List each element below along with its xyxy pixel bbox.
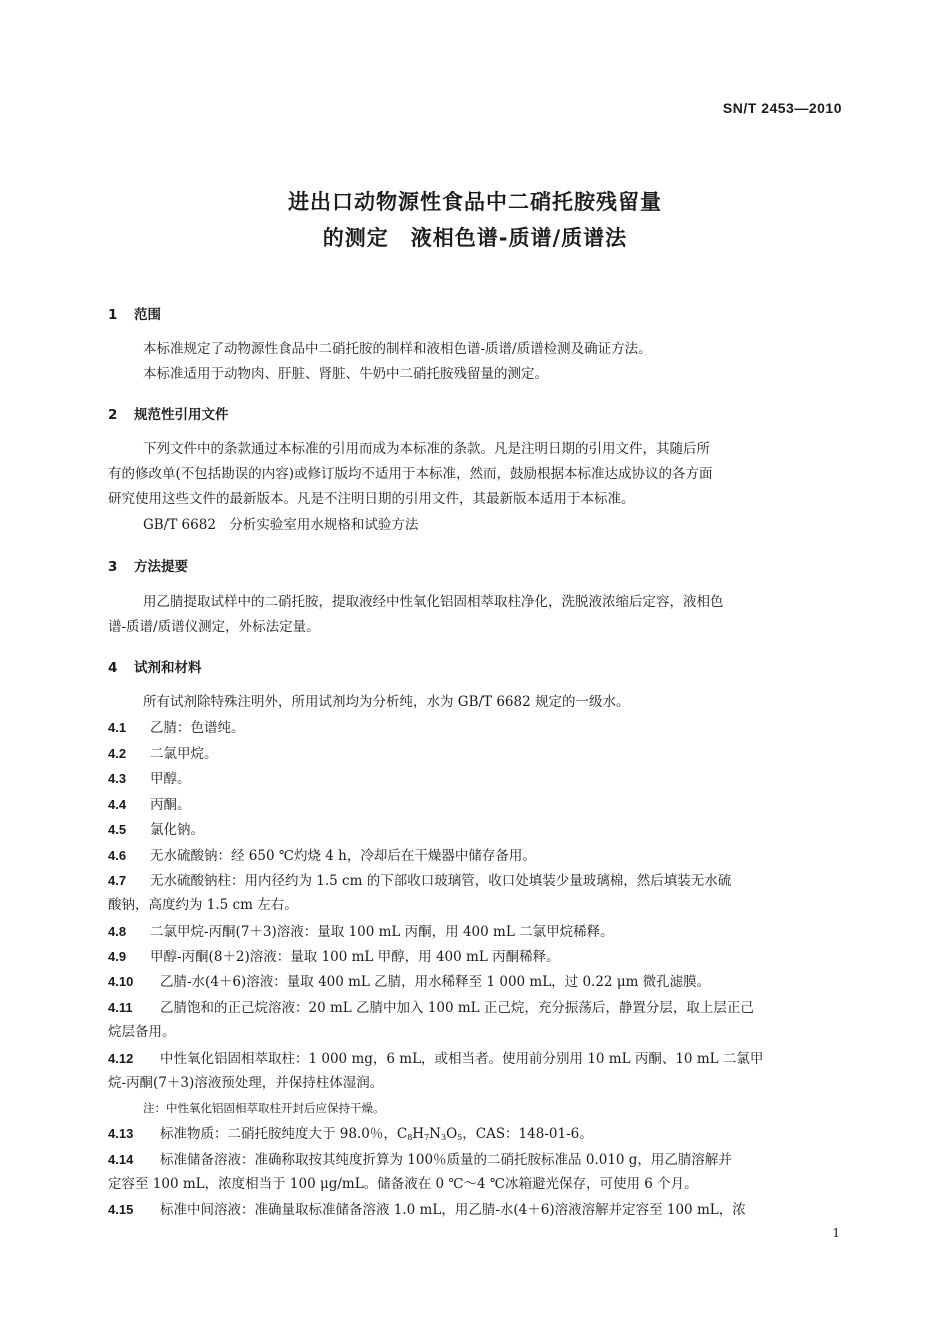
paragraph-line: 谱-质谱/质谱仪测定，外标法定量。 <box>108 619 320 635</box>
list-item-continuation: 定容至 100 mL，浓度相当于 100 μg/mL。储备液在 0 ℃～4 ℃冰箱避光保存，可使用 6 个月。 <box>108 1176 698 1192</box>
list-item <box>108 818 842 842</box>
list-item <box>108 1148 842 1172</box>
paragraph-line: 有的修改单(不包括勘误的内容)或修订版均不适用于本标准，然而，鼓励根据本标准达成协议的各方面 <box>108 466 713 482</box>
item-text: 甲醇。 <box>150 771 191 787</box>
section-title: 方法提要 <box>134 559 188 575</box>
item-number: 4.7 <box>108 873 127 888</box>
paragraph-line: 用乙腈提取试样中的二硝托胺，提取液经中性氧化铝固相萃取柱净化，洗脱液浓缩后定容，液相色 <box>143 594 724 610</box>
section-title: 试剂和材料 <box>134 660 202 676</box>
item-number: 4.12 <box>108 1051 134 1066</box>
item-text: 标准中间溶液：准确量取标准储备溶液 1.0 mL，用乙腈-水(4＋6)溶液溶解并定容至 100 mL，浓 <box>160 1202 746 1218</box>
list-item <box>108 920 842 944</box>
list-item-continuation: 烷层备用。 <box>108 1024 176 1040</box>
item-number: 4.11 <box>108 1000 133 1015</box>
item-text: 甲醇-丙酮(8＋2)溶液：量取 100 mL 甲醇，用 400 mL 丙酮稀释。 <box>150 949 560 965</box>
item-number: 4.14 <box>108 1152 134 1167</box>
list-item <box>108 793 842 817</box>
list-item <box>108 844 842 868</box>
item-text: 氯化钠。 <box>150 822 204 838</box>
section-number: 1 <box>108 307 118 323</box>
item-text: 乙腈饱和的正己烷溶液：20 mL 乙腈中加入 100 mL 正己烷，充分振荡后，静置分层，取上层正己 <box>160 1000 754 1016</box>
item-text: 二氯甲烷。 <box>150 746 218 762</box>
item-number: 4.3 <box>108 771 127 786</box>
item-text: 标准物质：二硝托胺纯度大于 98.0％，$C_8H_7N_3O_5$，CAS：148-01-6。 <box>160 1126 593 1142</box>
section-number: 4 <box>108 660 118 676</box>
section-number: 3 <box>108 559 118 575</box>
item-text: 乙腈：色谱纯。 <box>150 720 245 736</box>
paragraph: 本标准规定了动物源性食品中二硝托胺的制样和液相色谱-质谱/质谱检测及确证方法。 <box>143 341 652 357</box>
document-title-line1: 进出口动物源性食品中二硝托胺残留量 <box>288 190 662 214</box>
section-4-heading <box>108 656 202 676</box>
page-number: 1 <box>832 1226 840 1240</box>
item-text: 二氯甲烷-丙酮(7＋3)溶液：量取 100 mL 丙酮，用 400 mL 二氯甲烷稀释。 <box>150 924 614 940</box>
section-title: 规范性引用文件 <box>134 407 229 423</box>
paragraph-line: 研究使用这些文件的最新版本。凡是不注明日期的引用文件，其最新版本适用于本标准。 <box>108 491 635 507</box>
list-item <box>108 742 842 766</box>
list-item <box>108 1047 842 1071</box>
item-text: 乙腈-水(4＋6)溶液：量取 400 mL 乙腈，用水稀释至 1 000 mL，过 0.22 μm 微孔滤膜。 <box>160 974 711 990</box>
item-text: 标准储备溶液：准确称取按其纯度折算为 100％质量的二硝托胺标准品 0.010 g，用乙腈溶解并 <box>160 1152 732 1168</box>
list-item <box>108 945 842 969</box>
item-number: 4.8 <box>108 924 127 939</box>
section-title: 范围 <box>134 307 161 323</box>
section-3-heading <box>108 555 188 575</box>
list-item <box>108 767 842 791</box>
normative-reference: GB/T 6682 分析实验室用水规格和试验方法 <box>143 517 419 533</box>
paragraph: 本标准适用于动物肉、肝脏、肾脏、牛奶中二硝托胺残留量的测定。 <box>143 366 548 382</box>
item-text: 丙酮。 <box>150 797 191 813</box>
section-number: 2 <box>108 407 118 423</box>
paragraph-line: 下列文件中的条款通过本标准的引用而成为本标准的条款。凡是注明日期的引用文件，其随后所 <box>143 441 710 457</box>
list-item <box>108 1198 842 1222</box>
item-number: 4.5 <box>108 822 127 837</box>
paragraph: 所有试剂除特殊注明外，所用试剂均为分析纯，水为 GB/T 6682 规定的一级水。 <box>143 694 630 710</box>
item-number: 4.6 <box>108 848 127 863</box>
list-item <box>108 970 842 994</box>
document-title-line2: 的测定 液相色谱-质谱/质谱法 <box>322 226 628 250</box>
section-2-heading <box>108 403 229 423</box>
list-item <box>108 716 842 740</box>
item-text: 中性氧化铝固相萃取柱：1 000 mg，6 mL，或相当者。使用前分别用 10 mL 丙酮、10 mL 二氯甲 <box>160 1051 764 1067</box>
list-item-continuation: 烷-丙酮(7＋3)溶液预处理，并保持柱体湿润。 <box>108 1075 384 1091</box>
item-number: 4.2 <box>108 746 127 761</box>
item-number: 4.15 <box>108 1202 134 1217</box>
item-number: 4.9 <box>108 949 127 964</box>
item-number: 4.10 <box>108 974 134 989</box>
list-item <box>108 996 842 1020</box>
note: 注：中性氧化铝固相萃取柱开封后应保持干燥。 <box>143 1101 385 1115</box>
list-item <box>108 869 842 893</box>
item-number: 4.4 <box>108 797 127 812</box>
section-1-heading <box>108 303 161 323</box>
item-text: 无水硫酸钠：经 650 ℃灼烧 4 h，冷却后在干燥器中储存备用。 <box>150 848 536 864</box>
list-item-continuation: 酸钠，高度约为 1.5 cm 左右。 <box>108 897 298 913</box>
list-item <box>108 1122 842 1149</box>
standard-number: SN/T 2453—2010 <box>722 100 842 116</box>
item-number: 4.13 <box>108 1126 134 1141</box>
item-text: 无水硫酸钠柱：用内径约为 1.5 cm 的下部收口玻璃管，收口处填装少量玻璃棉，然后填装无水硫 <box>150 873 732 889</box>
item-number: 4.1 <box>108 720 127 735</box>
